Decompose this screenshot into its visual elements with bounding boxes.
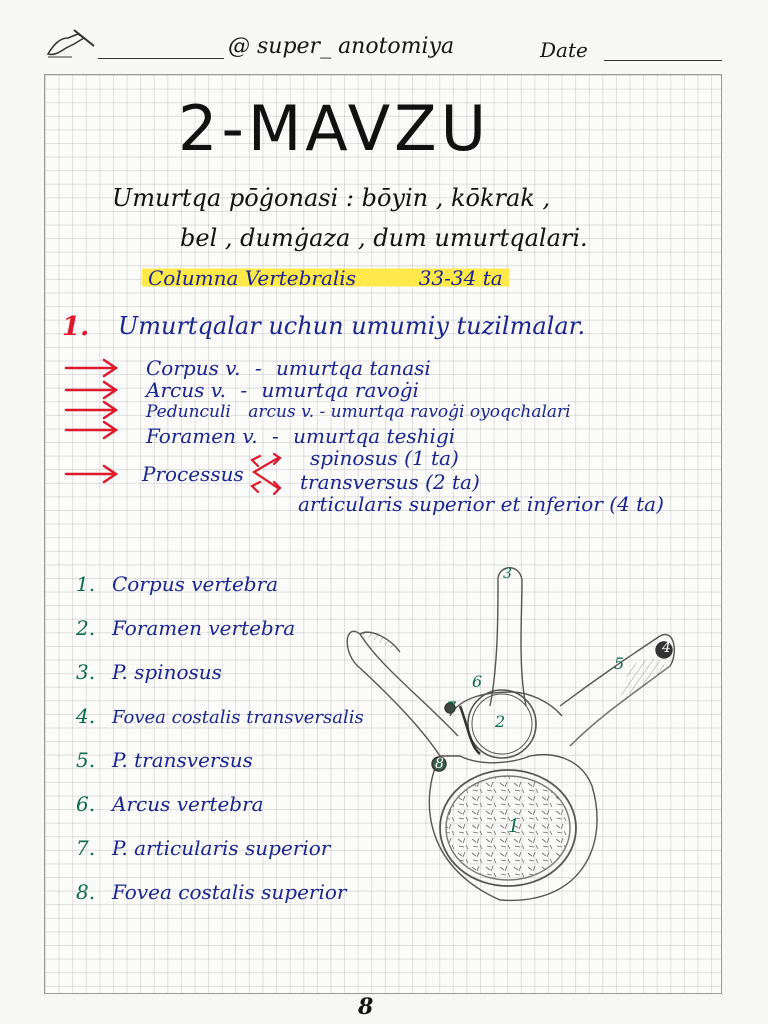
drawing-label-4: 4 bbox=[662, 640, 671, 656]
legend-item bbox=[76, 660, 222, 684]
term-uzbek: umurtqa ravoġi bbox=[261, 378, 419, 402]
legend-text: Foramen vertebra bbox=[112, 616, 296, 640]
page-number: 8 bbox=[358, 994, 374, 1020]
arrow-icon bbox=[62, 354, 122, 444]
legend-number: 3. bbox=[76, 660, 96, 684]
section-number: 1. bbox=[62, 312, 90, 342]
processus-arrow-icon bbox=[62, 462, 122, 490]
legend-item bbox=[76, 572, 278, 596]
term-uzbek: arcus v. - umurtqa ravoġi oyoqchalari bbox=[248, 402, 571, 422]
legend-number: 1. bbox=[76, 572, 96, 596]
legend-item bbox=[76, 748, 253, 772]
drawing-label-2: 2 bbox=[495, 712, 506, 731]
section-heading: Umurtqalar uchun umumiy tuzilmalar. bbox=[118, 312, 586, 340]
drawing-label-6: 6 bbox=[472, 672, 483, 691]
term-uzbek: umurtqa teshigi bbox=[293, 424, 456, 448]
term-row bbox=[146, 356, 431, 380]
processus-item: spinosus (1 ta) bbox=[310, 446, 459, 470]
term-latin: Foramen v. bbox=[146, 424, 258, 448]
highlight-line bbox=[142, 266, 509, 290]
term-dash: - bbox=[272, 424, 279, 448]
legend-text: Corpus vertebra bbox=[112, 572, 279, 596]
legend-text: Fovea costalis transversalis bbox=[112, 707, 364, 728]
term-dash: - bbox=[254, 356, 262, 380]
legend-text: P. articularis superior bbox=[112, 836, 331, 860]
legend-item bbox=[76, 704, 364, 728]
legend-item bbox=[76, 616, 295, 640]
legend-number: 4. bbox=[76, 704, 96, 728]
header-handle: @ super_ anotomiya bbox=[228, 34, 455, 59]
legend-number: 7. bbox=[76, 836, 96, 860]
highlight-count: 33-34 ta bbox=[418, 266, 503, 290]
drawing-label-3: 3 bbox=[503, 566, 512, 582]
processus-item: articularis superior et inferior (4 ta) bbox=[298, 492, 664, 516]
double-arrow-icon bbox=[248, 450, 284, 500]
legend-number: 6. bbox=[76, 792, 96, 816]
term-row bbox=[146, 402, 571, 422]
drawing-label-7: 7 bbox=[446, 698, 457, 717]
term-dash: - bbox=[240, 378, 248, 402]
writing-hand-icon bbox=[44, 24, 96, 64]
highlight-text: Columna Vertebralis bbox=[148, 266, 356, 290]
subtitle-line-2: bel , dumġaza , dum umurtqalari. bbox=[180, 224, 588, 252]
legend-item bbox=[76, 836, 330, 860]
legend-text: Fovea costalis superior bbox=[112, 880, 347, 904]
legend-text: P. spinosus bbox=[112, 660, 222, 684]
processus-item: transversus (2 ta) bbox=[300, 470, 480, 494]
drawing-label-1: 1 bbox=[508, 816, 520, 837]
term-latin: Pedunculi bbox=[146, 402, 231, 422]
vertebra-drawing bbox=[330, 556, 700, 930]
term-row bbox=[146, 424, 455, 448]
term-row bbox=[146, 378, 419, 402]
legend-number: 8. bbox=[76, 880, 96, 904]
legend-item bbox=[76, 792, 264, 816]
legend-number: 5. bbox=[76, 748, 96, 772]
processus-label: Processus bbox=[142, 462, 244, 486]
term-latin: Arcus v. bbox=[146, 378, 226, 402]
subtitle-line-1: Umurtqa pōġonasi : bōyin , kōkrak , bbox=[112, 184, 551, 212]
legend-item bbox=[76, 880, 346, 904]
page-title: 2-MAVZU bbox=[178, 92, 491, 165]
header-date-label: Date bbox=[540, 38, 588, 62]
term-latin: Corpus v. bbox=[146, 356, 241, 380]
drawing-label-5: 5 bbox=[614, 654, 625, 673]
legend-number: 2. bbox=[76, 616, 96, 640]
legend-text: P. transversus bbox=[112, 748, 253, 772]
drawing-label-8: 8 bbox=[435, 756, 444, 772]
legend-text: Arcus vertebra bbox=[112, 792, 264, 816]
term-uzbek: umurtqa tanasi bbox=[275, 356, 431, 380]
